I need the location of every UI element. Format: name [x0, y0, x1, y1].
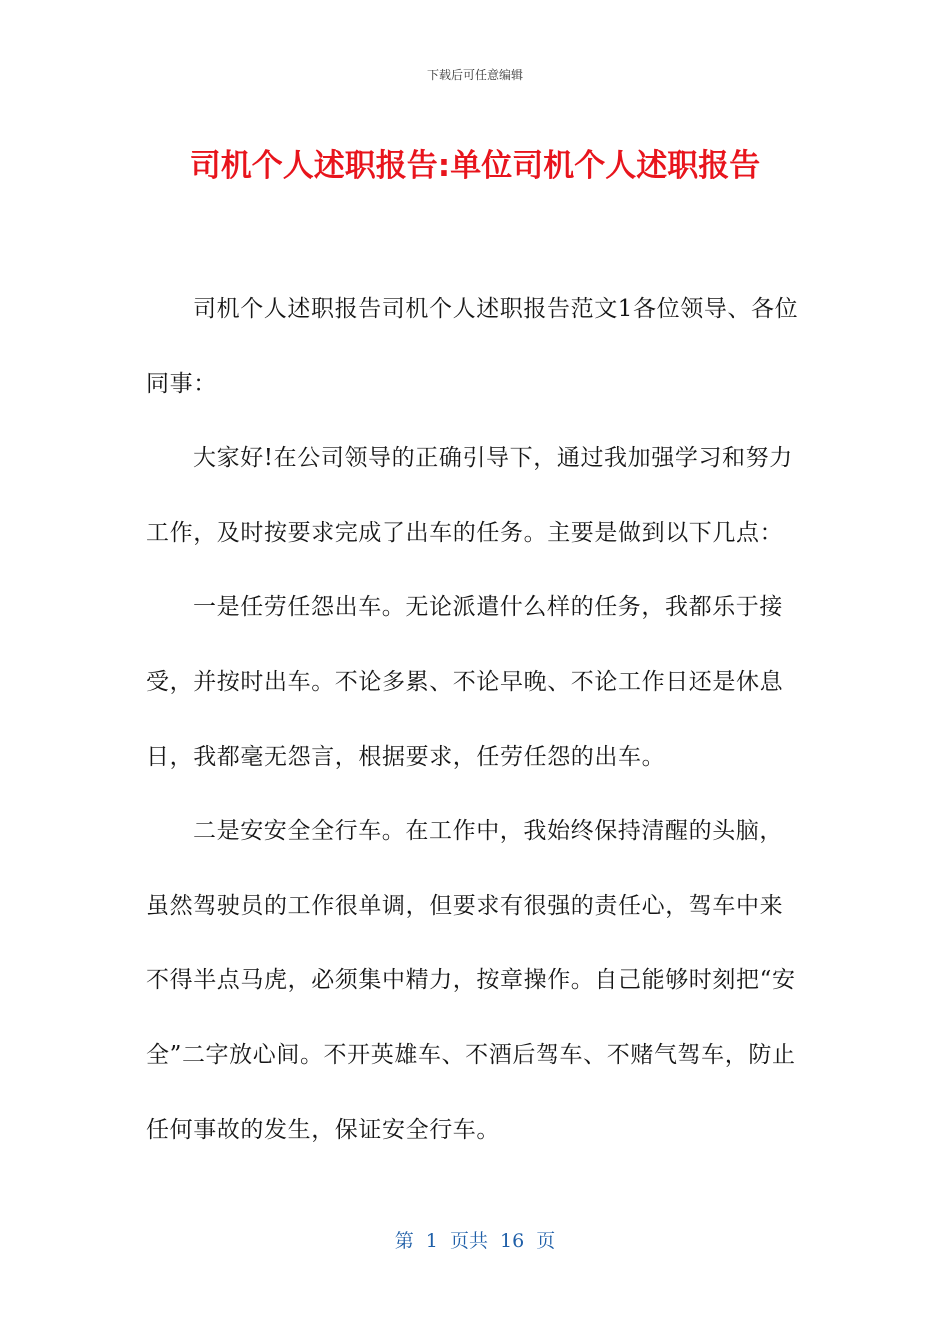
paragraph: 一是任劳任怨出车。无论派遣什么样的任务，我都乐于接受，并按时出车。不论多累、不论早晚、不论工作日还是休息日，我都毫无怨言，根据要求，任劳任怨的出车。	[146, 594, 784, 770]
document-body	[146, 272, 806, 1167]
paragraph: 司机个人述职报告司机个人述职报告范文1各位领导、各位同事：	[146, 296, 799, 397]
page-number-footer: 第 1 页共 16 页	[394, 1230, 556, 1252]
paragraph: 大家好!在公司领导的正确引导下，通过我加强学习和努力工作，及时按要求完成了出车的任务。主要是做到以下几点：	[146, 445, 793, 546]
document-title: 司机个人述职报告:单位司机个人述职报告	[189, 148, 761, 184]
header-note: 下载后可任意编辑	[426, 68, 523, 82]
paragraph: 二是安安全全行车。在工作中，我始终保持清醒的头脑，虽然驾驶员的工作很单调，但要求有很强的责任心，驾车中来不得半点马虎，必须集中精力，按章操作。自己能够时刻把“安全”二字放心间。不开英雄车、不酒后驾车、不赌气驾车，防止任何事故的发生，保证安全行车。	[146, 818, 796, 1143]
